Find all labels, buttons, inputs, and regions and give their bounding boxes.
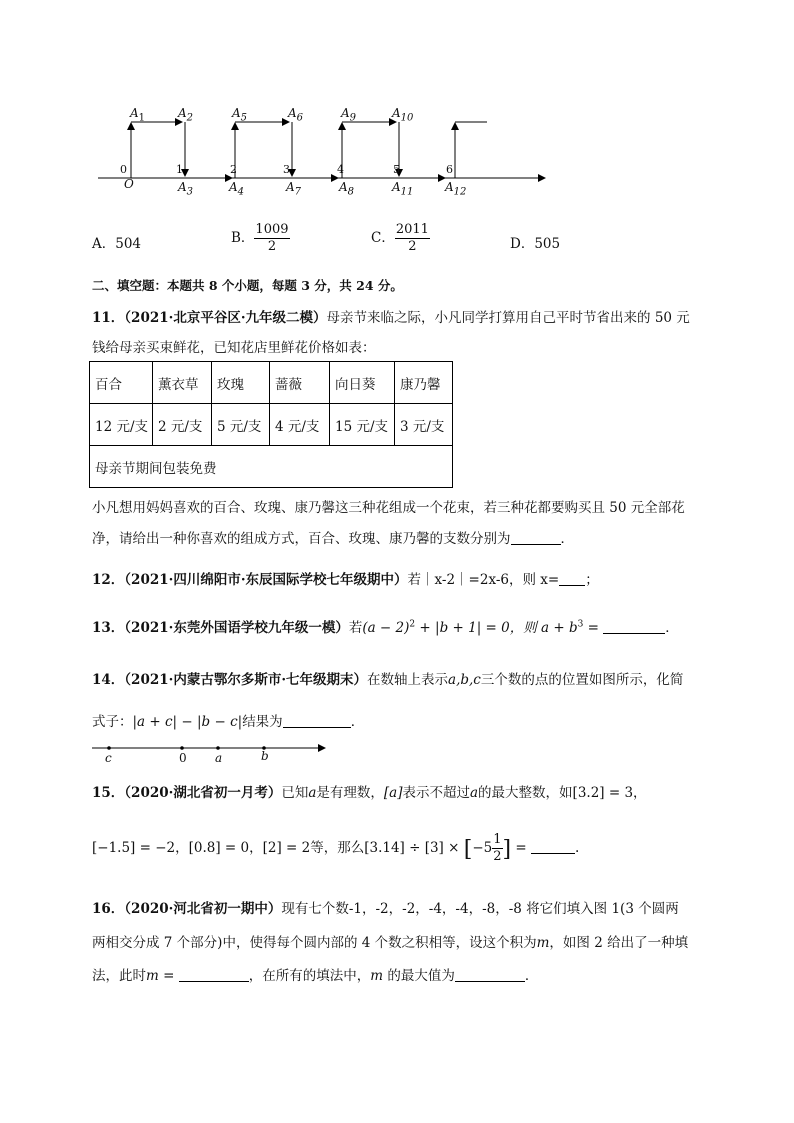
option-a: A．504 — [92, 236, 142, 252]
option-c: C． $\frac{2011}{2}$ — [371, 222, 429, 254]
label-A4: $A_4$ — [229, 180, 245, 198]
q14-line1: 14．（2021·内蒙古鄂尔多斯市·七年级期末）在数轴上表示a,b,c三个数的点的位置如图所示，化简 — [92, 672, 684, 688]
num-0: 0 — [120, 163, 127, 176]
q16-line3: 法，此时m = ，在所有的填法中，m 的最大值为 ． — [92, 968, 539, 984]
q15-line1: 15．（2020·湖北省初一月考）已知a是有理数，[a]表示不超过a的最大整数，如[3.2] = 3， — [92, 785, 647, 801]
table-price-cell: 4 元/支 — [270, 404, 330, 446]
table-price-cell: 5 元/支 — [212, 404, 270, 446]
q13: 13．（2021·东莞外国语学校九年级一模）若$(a - 2)^2 + |b + 1| = 0$，则 $a + b^3$ = ． — [92, 619, 679, 636]
label-A6: $A_6$ — [288, 106, 304, 124]
section-heading: 二、填空题：本题共 8 个小题，每题 3 分，共 24 分。 — [92, 278, 403, 293]
answer-blank[interactable] — [603, 619, 665, 634]
option-b: B． $\frac{1009}{2}$ — [231, 222, 289, 254]
label-A10: $A_{10}$ — [392, 106, 414, 124]
q16-line2: 两相交分成 7 个部分)中，使得每个圆内部的 4 个数之积相等，设这个积为m，如图 2 给出了一种填 — [92, 935, 689, 951]
price-table — [89, 361, 453, 488]
table-header-cell: 百合 — [90, 362, 153, 404]
axis-label-a: a — [215, 751, 223, 765]
num-6: 6 — [446, 163, 453, 176]
q14-number-line — [92, 740, 332, 770]
q12: 12．（2021·四川绵阳市·东辰国际学校七年级期中）若｜x-2｜=2x-6，则 x= ； — [92, 572, 599, 588]
num-1: 1 — [176, 163, 183, 176]
num-3: 3 — [283, 163, 290, 176]
answer-blank[interactable] — [179, 967, 249, 982]
table-header-cell: 向日葵 — [330, 362, 395, 404]
q16-line1: 16．（2020·河北省初一期中）现有七个数-1，-2，-2，-4，-4，-8，-8 将它们填入图 1(3 个圆两 — [92, 901, 679, 917]
label-A7: $A_7$ — [286, 180, 302, 198]
q11-after1: 小凡想用妈妈喜欢的百合、玫瑰、康乃馨这三种花组成一个花束，若三种花都要购买且 50 元全部花 — [92, 500, 685, 516]
q11-after2: 净，请给出一种你喜欢的组成方式，百合、玫瑰、康乃馨的支数分别为 ． — [92, 531, 574, 547]
axis-label-b: b — [261, 749, 269, 763]
num-5: 5 — [393, 163, 400, 176]
q11-line1: 11．（2021·北京平谷区·九年级二模）母亲节来临之际，小凡同学打算用自己平时节省出来的 50 元 — [92, 310, 690, 326]
answer-blank[interactable] — [455, 967, 525, 982]
label-A3: $A_3$ — [178, 180, 194, 198]
answer-blank[interactable] — [283, 713, 351, 728]
label-O: O — [124, 177, 134, 191]
q11-line2: 钱给母亲买束鲜花，已知花店里鲜花价格如表： — [92, 340, 376, 356]
q15-line2: [−1.5] = −2，[0.8] = 0，[2] = 2等，那么[3.14] ÷ [3] × [−5 $\frac{1}{2}$ ] = . — [92, 832, 580, 864]
label-A9: $A_9$ — [341, 106, 357, 124]
axis-label-c: c — [105, 751, 112, 765]
axis-label-0: 0 — [179, 751, 187, 765]
answer-blank[interactable] — [511, 530, 561, 545]
answer-blank[interactable] — [559, 571, 585, 586]
label-A8: $A_8$ — [339, 180, 355, 198]
table-header-cell: 薰衣草 — [153, 362, 212, 404]
label-A5: $A_5$ — [232, 106, 248, 124]
table-header-cell: 玫瑰 — [212, 362, 270, 404]
option-d: D．505 — [510, 236, 561, 252]
label-A2: $A_2$ — [178, 106, 194, 124]
table-header-cell: 康乃馨 — [395, 362, 453, 404]
num-4: 4 — [337, 163, 344, 176]
label-A11: $A_{11}$ — [392, 180, 414, 198]
table-price-cell: 12 元/支 — [90, 404, 153, 446]
q14-line2: 式子：|a + c| − |b − c|结果为 ． — [92, 714, 365, 730]
label-A12: $A_{12}$ — [445, 180, 467, 198]
table-price-cell: 2 元/支 — [153, 404, 212, 446]
answer-blank[interactable] — [531, 839, 575, 854]
table-note: 母亲节期间包装免费 — [90, 446, 453, 488]
step-path-figure — [90, 100, 560, 200]
table-price-cell: 3 元/支 — [395, 404, 453, 446]
label-A1: $A_1$ — [130, 106, 146, 124]
table-header-cell: 蔷薇 — [270, 362, 330, 404]
num-2: 2 — [230, 163, 237, 176]
table-price-cell: 15 元/支 — [330, 404, 395, 446]
